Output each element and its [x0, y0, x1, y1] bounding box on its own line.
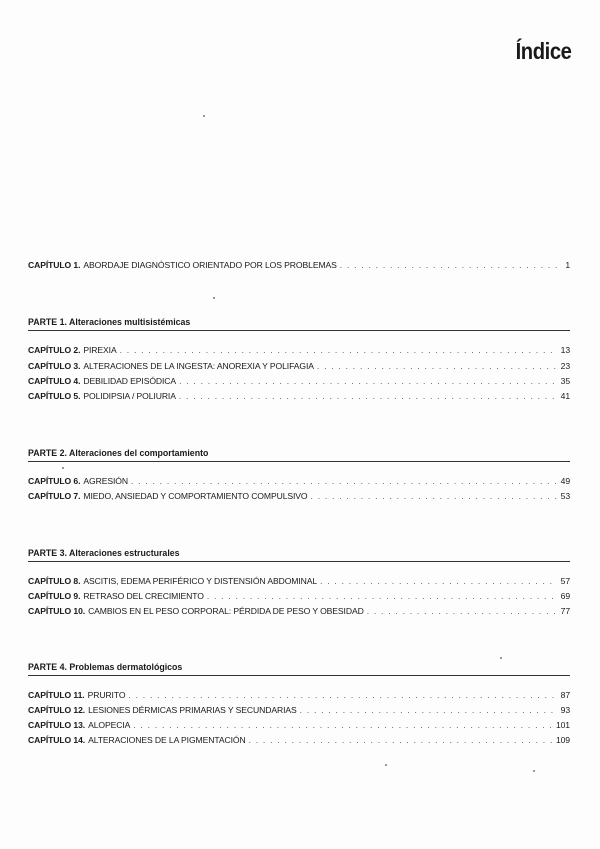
chapter-title: MIEDO, ANSIEDAD Y COMPORTAMIENTO COMPULSIVO	[83, 491, 308, 501]
chapter-label: CAPÍTULO 11.	[28, 690, 85, 700]
chapter-label: CAPÍTULO 14.	[28, 735, 86, 745]
chapter-label: CAPÍTULO 8.	[28, 576, 81, 586]
chapter-title: POLIDIPSIA / POLIURIA	[83, 391, 176, 401]
chapter-title: PIREXIA	[83, 345, 117, 355]
dot-leader	[133, 720, 553, 731]
part-heading-2: PARTE 2. Alteraciones del comportamiento	[28, 448, 570, 462]
chapter-page: 57	[560, 576, 570, 586]
chapter-page: 35	[560, 376, 570, 386]
dot-leader	[179, 391, 557, 402]
dot-leader	[120, 345, 557, 356]
chapter-title: RETRASO DEL CRECIMIENTO	[83, 591, 204, 601]
toc-entry-chapter-8[interactable]	[28, 576, 570, 587]
dot-leader	[311, 491, 557, 502]
chapter-label: CAPÍTULO 3.	[28, 361, 81, 371]
chapter-label: CAPÍTULO 4.	[28, 376, 81, 386]
toc-entry-chapter-9[interactable]	[28, 591, 570, 602]
dot-leader	[249, 735, 553, 746]
chapter-page: 87	[560, 690, 570, 700]
dot-leader	[179, 376, 557, 387]
chapter-page: 41	[560, 391, 570, 401]
part-heading-4: PARTE 4. Problemas dermatológicos	[28, 662, 570, 676]
chapter-title: LESIONES DÉRMICAS PRIMARIAS Y SECUNDARIAS	[88, 705, 297, 715]
chapter-label: CAPÍTULO 2.	[28, 345, 81, 355]
chapter-label: CAPÍTULO 12.	[28, 705, 86, 715]
dot-leader	[128, 690, 557, 701]
chapter-title: ALOPECIA	[88, 720, 131, 730]
dot-leader	[320, 576, 557, 587]
part-heading-3: PARTE 3. Alteraciones estructurales	[28, 548, 570, 562]
toc-entry-chapter-4[interactable]	[28, 376, 570, 387]
toc-entry-chapter-6[interactable]	[28, 476, 570, 487]
chapter-title: ALTERACIONES DE LA INGESTA: ANOREXIA Y POLIFAGIA	[83, 361, 314, 371]
chapter-page: 93	[560, 705, 570, 715]
chapter-title: ABORDAJE DIAGNÓSTICO ORIENTADO POR LOS PROBLEMAS	[83, 260, 337, 270]
toc-entry-chapter-2[interactable]	[28, 345, 570, 356]
chapter-title: ASCITIS, EDEMA PERIFÉRICO Y DISTENSIÓN ABDOMINAL	[83, 576, 318, 586]
chapter-page: 101	[555, 720, 570, 730]
scan-speck	[62, 467, 64, 469]
part-heading-1: PARTE 1. Alteraciones multisistémicas	[28, 317, 570, 331]
toc-entry-chapter-3[interactable]	[28, 361, 570, 372]
dot-leader	[131, 476, 557, 487]
chapter-title: PRURITO	[87, 690, 126, 700]
chapter-label: CAPÍTULO 6.	[28, 476, 81, 486]
dot-leader	[317, 361, 557, 372]
chapter-page: 77	[560, 606, 570, 616]
chapter-title: CAMBIOS EN EL PESO CORPORAL: PÉRDIDA DE PESO Y OBESIDAD	[88, 606, 364, 616]
chapter-page: 49	[560, 476, 570, 486]
toc-entry-chapter-14[interactable]	[28, 735, 570, 746]
scan-speck	[500, 657, 502, 659]
chapter-page: 1	[565, 260, 570, 270]
toc-entry-chapter-5[interactable]	[28, 391, 570, 402]
chapter-title: ALTERACIONES DE LA PIGMENTACIÓN	[88, 735, 246, 745]
chapter-label: CAPÍTULO 10.	[28, 606, 86, 616]
toc-entry-chapter-12[interactable]	[28, 705, 570, 716]
scan-speck	[385, 764, 387, 766]
chapter-label: CAPÍTULO 9.	[28, 591, 81, 601]
chapter-label: CAPÍTULO 7.	[28, 491, 81, 501]
page-title: Índice	[515, 38, 571, 64]
scan-speck	[213, 297, 215, 299]
toc-entry-chapter-7[interactable]	[28, 491, 570, 502]
toc-entry-chapter-13[interactable]	[28, 720, 570, 731]
dot-leader	[340, 260, 557, 271]
toc-entry-chapter-11[interactable]	[28, 690, 570, 701]
chapter-page: 109	[555, 735, 570, 745]
chapter-page: 53	[560, 491, 570, 501]
chapter-page: 69	[560, 591, 570, 601]
dot-leader	[300, 705, 557, 716]
chapter-label: CAPÍTULO 13.	[28, 720, 86, 730]
chapter-label: CAPÍTULO 1.	[28, 260, 81, 270]
dot-leader	[367, 606, 557, 617]
scan-speck	[203, 115, 205, 117]
chapter-page: 13	[560, 345, 570, 355]
scan-speck	[533, 770, 535, 772]
toc-entry-chapter-1[interactable]	[28, 260, 570, 271]
toc-entry-chapter-10[interactable]	[28, 606, 570, 617]
chapter-title: AGRESIÓN	[83, 476, 128, 486]
dot-leader	[207, 591, 557, 602]
chapter-title: DEBILIDAD EPISÓDICA	[83, 376, 177, 386]
chapter-label: CAPÍTULO 5.	[28, 391, 81, 401]
chapter-page: 23	[560, 361, 570, 371]
